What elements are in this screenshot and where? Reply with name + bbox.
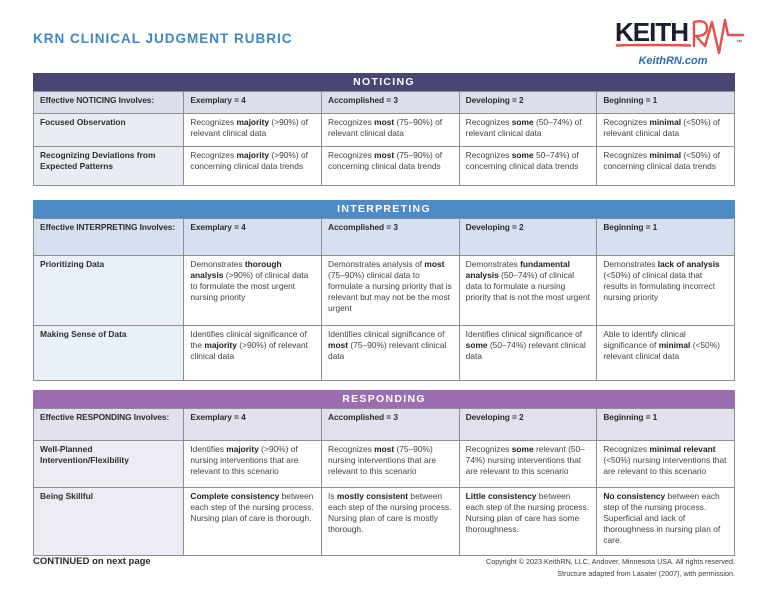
copyright-line1: Copyright © 2023 KeithRN, LLC, Andover, Minnesota USA. All rights reserved. [486,557,735,566]
interpreting-criterion-cell: Identifies clinical significance of some (50–74%) relevant clinical data [459,326,597,381]
noticing-criterion-cell: Recognizes minimal (<50%) of concerning clinical data trends [597,147,735,186]
noticing-column-header: Beginning = 1 [597,92,735,114]
logo-site-url: KeithRN.com [638,55,708,67]
responding-column-header: Developing = 2 [459,409,597,441]
interpreting-column-header: Beginning = 1 [597,219,735,256]
noticing-column-header: Accomplished = 3 [322,92,460,114]
logo-keith-text: KEITH [615,17,688,47]
interpreting-criterion-cell: Able to identify clinical significance of minimal (<50%) relevant clinical data [597,326,735,381]
interpreting-section [33,200,735,381]
noticing-section [33,73,735,186]
noticing-column-header: Exemplary = 4 [184,92,322,114]
noticing-column-header: Effective NOTICING Involves: [34,92,184,114]
noticing-criterion-cell: Recognizes minimal (<50%) of relevant clinical data [597,114,735,147]
noticing-row-label: Focused Observation [34,114,184,147]
responding-criterion-cell: Identifies majority (>90%) of nursing interventions that are relevant to this scenario [184,441,322,488]
keithrn-logo [614,13,746,67]
interpreting-row [34,326,735,381]
responding-criterion-cell: Recognizes minimal relevant (<50%) nursing interventions that are relevant to this scenario [597,441,735,488]
responding-row [34,488,735,556]
interpreting-row-label: Making Sense of Data [34,326,184,381]
responding-criterion-cell: Recognizes some relevant (50–74%) nursing interventions that are relevant to this scenario [459,441,597,488]
interpreting-column-header: Effective INTERPRETING Involves: [34,219,184,256]
noticing-criterion-cell: Recognizes some (50–74%) of relevant clinical data [459,114,597,147]
noticing-criterion-cell: Recognizes some 50–74%) of concerning clinical data trends [459,147,597,186]
responding-row-label: Being Skillful [34,488,184,556]
noticing-row [34,114,735,147]
logo-underline [616,45,691,46]
responding-row-label: Well-Planned Intervention/Flexibility [34,441,184,488]
responding-title-bar: RESPONDING [33,390,735,408]
interpreting-criterion-cell: Demonstrates fundamental analysis (50–74%) of clinical data to formulate a nursing priority that is not the most urgent [459,256,597,326]
noticing-criterion-cell: Recognizes most (75–90%) of concerning clinical data trends [322,147,460,186]
interpreting-title-bar: INTERPRETING [33,200,735,218]
responding-criterion-cell: No consistency between each step of the nursing process. Superficial and lack of thoroughness in nursing plan of care. [597,488,735,556]
noticing-criterion-cell: Recognizes majority (>90%) of concerning clinical data trends [184,147,322,186]
interpreting-criterion-cell: Identifies clinical significance of most (75–90%) relevant clinical data [322,326,460,381]
interpreting-table [33,218,735,381]
responding-criterion-cell: Recognizes most (75–90%) nursing interventions that are relevant to this scenario [322,441,460,488]
page-title: KRN CLINICAL JUDGMENT RUBRIC [33,31,293,46]
interpreting-criterion-cell: Identifies clinical significance of the majority (>90%) of relevant clinical data [184,326,322,381]
responding-column-header: Beginning = 1 [597,409,735,441]
interpreting-criterion-cell: Demonstrates lack of analysis (<50%) of clinical data that results in formulating incorrect nursing priority [597,256,735,326]
responding-section [33,390,735,556]
interpreting-column-header: Exemplary = 4 [184,219,322,256]
responding-table [33,408,735,556]
responding-column-header: Accomplished = 3 [322,409,460,441]
interpreting-row-label: Prioritizing Data [34,256,184,326]
keithrn-logo-mark [614,13,746,55]
logo-trademark: ™ [736,40,742,46]
noticing-table [33,91,735,186]
responding-column-header: Exemplary = 4 [184,409,322,441]
interpreting-criterion-cell: Demonstrates thorough analysis (>90%) of clinical data to formulate the most urgent nursing priority [184,256,322,326]
interpreting-row [34,256,735,326]
noticing-row [34,147,735,186]
responding-criterion-cell: Complete consistency between each step of the nursing process. Nursing plan of care is thorough. [184,488,322,556]
responding-row [34,441,735,488]
copyright [486,556,735,579]
logo-ekg-mark [705,20,743,53]
responding-criterion-cell: Is mostly consistent between each step of the nursing process. Nursing plan of care is mostly thorough. [322,488,460,556]
copyright-line2: Structure adapted from Lasater (2007), with permission. [557,568,735,578]
noticing-criterion-cell: Recognizes majority (>90%) of relevant clinical data [184,114,322,147]
interpreting-column-header: Accomplished = 3 [322,219,460,256]
responding-criterion-cell: Little consistency between each step of the nursing process. Nursing plan of care has some thoroughness. [459,488,597,556]
noticing-row-label: Recognizing Deviations from Expected Patterns [34,147,184,186]
responding-column-header: Effective RESPONDING Involves: [34,409,184,441]
noticing-criterion-cell: Recognizes most (75–90%) of relevant clinical data [322,114,460,147]
continued-note: CONTINUED on next page [33,556,151,567]
interpreting-column-header: Developing = 2 [459,219,597,256]
interpreting-criterion-cell: Demonstrates analysis of most (75–90%) clinical data to formulate a nursing priority that is relevant but may not be the most urgent [322,256,460,326]
noticing-title-bar: NOTICING [33,73,735,91]
noticing-column-header: Developing = 2 [459,92,597,114]
